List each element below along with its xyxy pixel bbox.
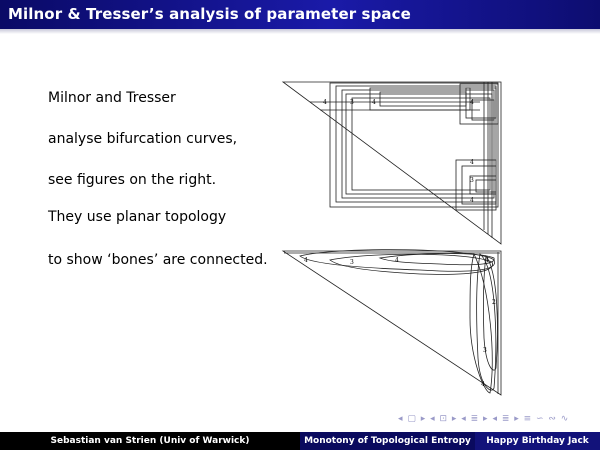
beamer-navigation-symbols[interactable]: ◂ ▢ ▸ ◂ ⊡ ▸ ◂ ≣ ▸ ◂ ≣ ▸ ≡ ∽ ∾ ∿ [398,414,570,424]
fig-label: 4 [470,99,474,106]
fig-label: 3 [470,177,474,184]
footer-bar [0,432,600,450]
fig-label: 3 [350,259,354,266]
fig-label: 4 [372,99,376,106]
bifurcation-figure-bottom [280,248,506,398]
bifurcation-figure-top [280,80,506,248]
bone-curve [470,254,492,393]
fig-label: 4 [485,257,489,264]
fig-label: 4 [304,257,308,264]
body-line-4: They use planar topology [48,209,227,225]
body-line-1: Milnor and Tresser [48,90,176,106]
body-line-5: to show ‘bones’ are connected. [48,252,268,268]
fig-label: 2 [492,299,496,306]
fig-label: 4 [470,159,474,166]
fig-label: 4 [323,99,327,106]
footer-event: Happy Birthday Jack [475,432,600,450]
nested-rect [370,88,470,110]
fig-label: 4 [481,381,485,388]
fig-label: 3 [483,347,487,354]
footer-author: Sebastian van Strien (Univ of Warwick) [0,432,300,450]
fig-label: 4 [395,257,399,264]
title-bar [0,0,600,29]
body-line-2: analyse bifurcation curves, [48,131,238,147]
fig-label: 3 [350,99,354,106]
footer-talk-title: Monotony of Topological Entropy [300,432,475,450]
body-line-3: see figures on the right. [48,172,217,188]
slide-title: Milnor & Tresser’s analysis of parameter space [8,5,411,23]
title-shadow [0,29,600,34]
fig-label: 4 [470,197,474,204]
